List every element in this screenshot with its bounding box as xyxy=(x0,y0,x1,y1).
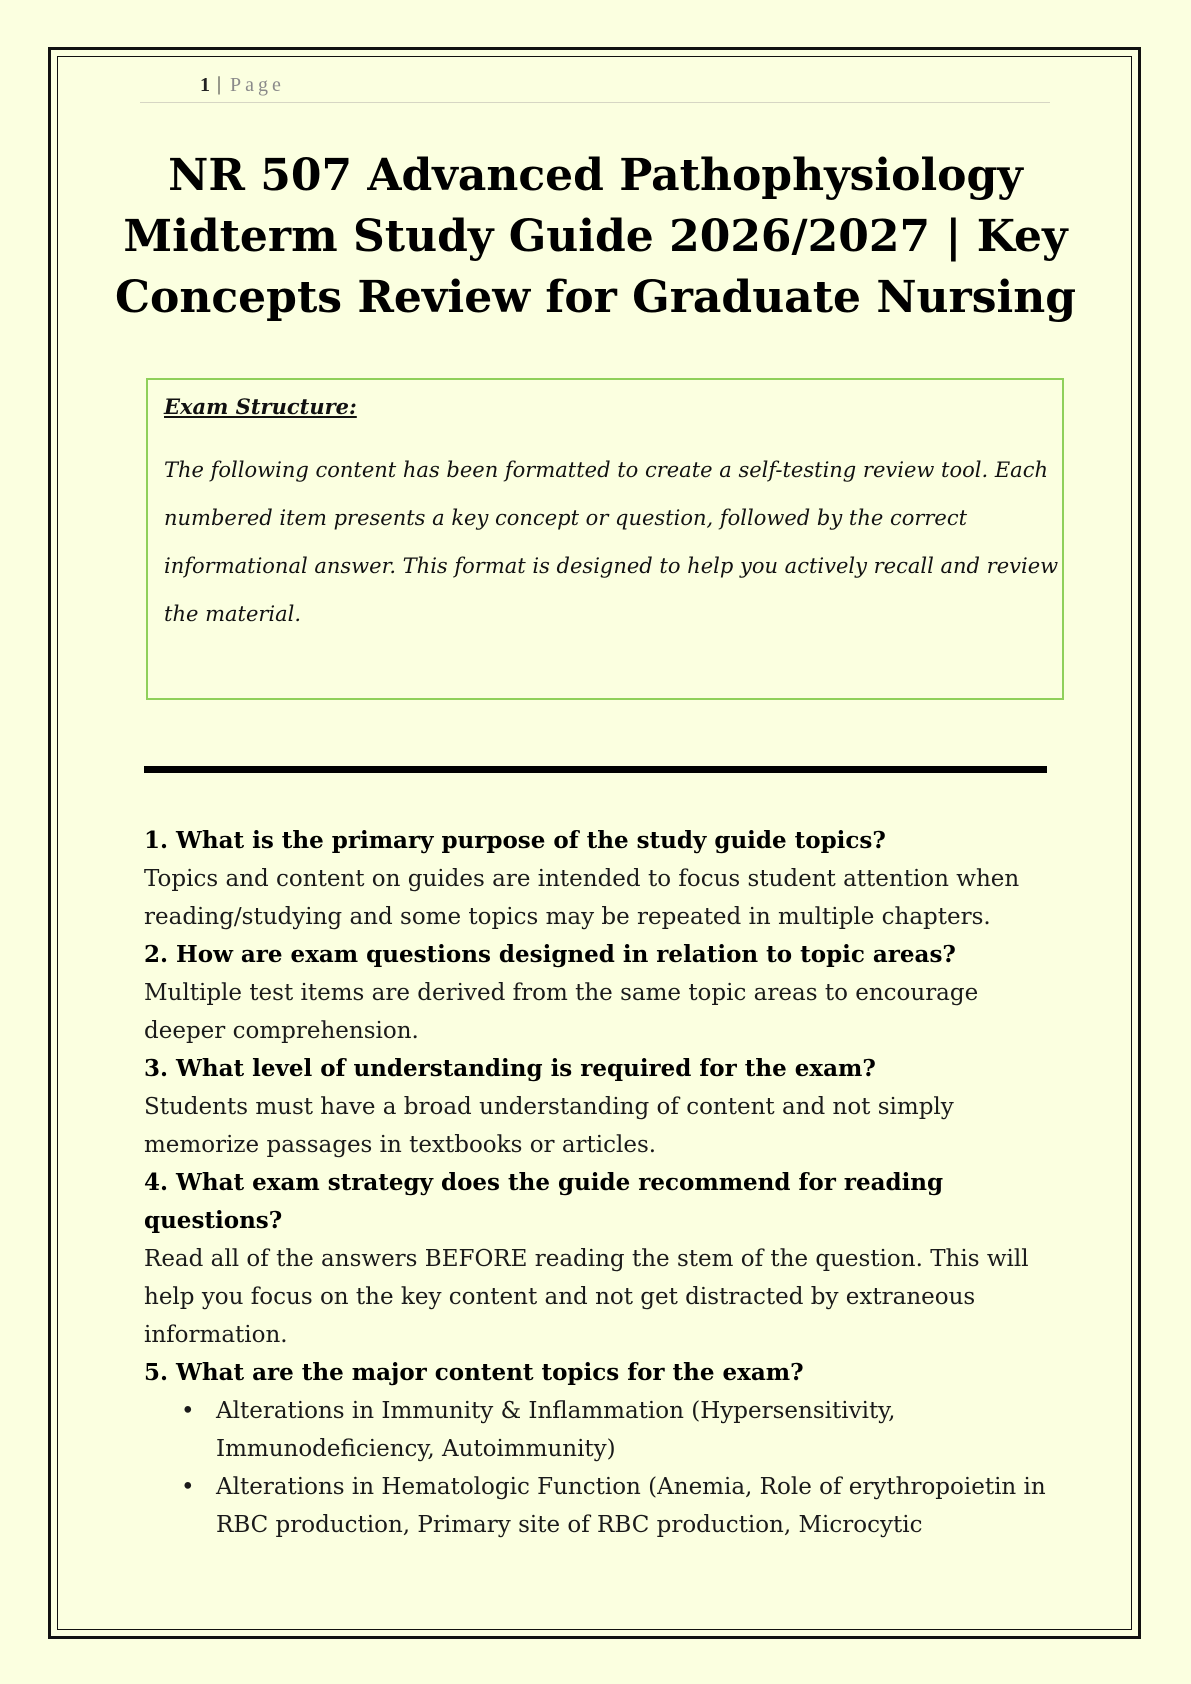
qa-list xyxy=(144,822,1064,1544)
exam-structure-heading: Exam Structure: xyxy=(164,394,357,419)
topic-list xyxy=(144,1392,1064,1544)
question-1: 1. What is the primary purpose of the study guide topics? xyxy=(144,827,886,854)
page-separator: | xyxy=(217,73,222,95)
page-number: 1 xyxy=(200,74,210,96)
exam-structure-box xyxy=(146,378,1064,700)
answer-3: Students must have a broad understanding of content and not simply memorize passages in textbooks or articles. xyxy=(144,1094,954,1158)
topic-item: • Alterations in Hematologic Function (Anemia, Role of erythropoietin in RBC production, Primary site of RBC production, Microcytic xyxy=(216,1468,1064,1544)
question-2: 2. How are exam questions designed in relation to topic areas? xyxy=(144,941,956,968)
document-title: NR 507 Advanced Pathophysiology Midterm Study Guide 2026/2027 | Key Concepts Review for Graduate Nursing xyxy=(115,150,1076,323)
page-label: Page xyxy=(230,74,285,96)
question-3: 3. What level of understanding is required for the exam? xyxy=(144,1055,876,1082)
answer-4: Read all of the answers BEFORE reading the stem of the question. This will help you focus on the key content and not get distracted by extraneous information. xyxy=(144,1246,1029,1348)
exam-structure-text: The following content has been formatted to create a self-testing review tool. Each numbered item presents a key concept or question, followed by the correct informational answer. This format is designed to help you actively recall and review the material. xyxy=(164,458,1059,626)
answer-1: Topics and content on guides are intended to focus student attention when reading/studying and some topics may be repeated in multiple chapters. xyxy=(144,866,1020,930)
question-5: 5. What are the major content topics for the exam? xyxy=(144,1359,804,1386)
topic-item: • Alterations in Immunity & Inflammation (Hypersensitivity, Immunodeficiency, Autoimmunity) xyxy=(216,1392,1064,1468)
question-4: 4. What exam strategy does the guide recommend for reading questions? xyxy=(144,1169,944,1234)
page-header xyxy=(140,72,1050,103)
answer-2: Multiple test items are derived from the same topic areas to encourage deeper comprehension. xyxy=(144,980,979,1044)
section-divider xyxy=(144,766,1047,773)
